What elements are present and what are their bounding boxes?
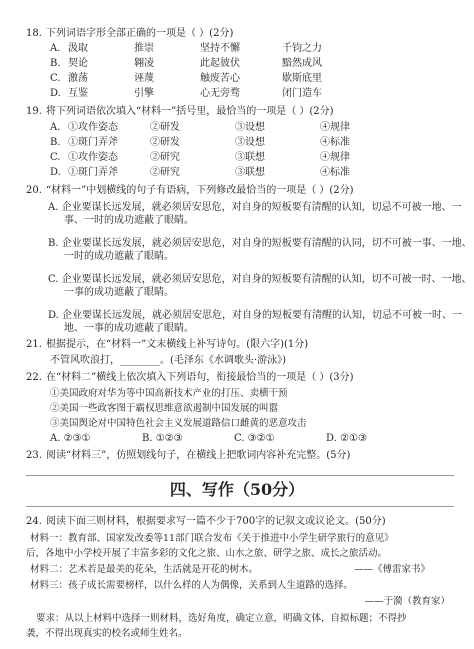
- question-stem: 在“材料二”横线上依次填入下列语句，衔接最恰当的一项是（ ）(3分): [46, 372, 354, 383]
- option-item: A. ②③①: [50, 433, 91, 444]
- question-number: 23.: [26, 450, 42, 461]
- option-label: A.: [50, 122, 61, 133]
- question-20: [26, 184, 456, 197]
- option-item: ④规律: [320, 122, 350, 133]
- option-text: 企业要谋长远发展，就必须居安思危，对自身的短板要有清醒的认知，切不可被一时、一地、一事的成功遮蔽了眼睛。: [61, 274, 472, 298]
- option-label: A.: [48, 202, 59, 213]
- question-19: [26, 105, 456, 118]
- option-label: D.: [50, 167, 61, 178]
- option-label: C.: [50, 152, 61, 163]
- option-label: B.: [48, 238, 59, 249]
- option-item: ②研发: [150, 122, 180, 133]
- option-item: ②研发: [150, 137, 180, 148]
- option-item: ③设想: [235, 137, 265, 148]
- option-item: ③联想: [235, 167, 265, 178]
- option-label: C.: [50, 73, 61, 84]
- option-item: ④标准: [320, 167, 350, 178]
- option-item: ①攻作姿态: [68, 152, 118, 163]
- option-item: 触废苦心: [200, 73, 240, 84]
- option-label: B.: [50, 137, 61, 148]
- option-label: A.: [50, 43, 61, 54]
- question-number: 20.: [26, 185, 42, 196]
- section-divider-bottom: [26, 506, 454, 507]
- question-stem: 下列词语字形全部正确的一项是（ ）(2分): [46, 28, 234, 39]
- question-21: [26, 338, 456, 351]
- option-item: ①攻作姿态: [68, 122, 118, 133]
- option-item: 互鉴: [68, 88, 88, 99]
- option-label: D.: [48, 310, 59, 321]
- fill-line: 不管风吹浪打，________。(毛泽东《水调歌头·游泳》): [50, 355, 286, 366]
- option-item: 契论: [68, 58, 88, 69]
- material-one-line2: 后，各地中小学校开展了丰富多彩的文化之旅、山水之旅、研学之旅、成长之旅活动。: [26, 548, 388, 559]
- question-number: 18.: [26, 28, 42, 39]
- question-stem: “材料一”中划横线的句子有语病，下列修改最恰当的一项是（ ）(2分): [46, 185, 354, 196]
- option-item: 闭门造车: [282, 88, 322, 99]
- option-item: 千钧之力: [282, 43, 322, 54]
- section-title: 四、写作（50分）: [169, 480, 305, 499]
- question-number: 21.: [26, 339, 42, 350]
- option-paragraph: [48, 201, 472, 227]
- option-item: D. ②①③: [326, 433, 367, 444]
- question-22: [26, 371, 456, 384]
- option-item: ①斑门弄斧: [68, 167, 118, 178]
- option-paragraph: [48, 273, 472, 299]
- option-item: ①斑门弄斧: [68, 137, 118, 148]
- material-three-source: ——于漪（教育家）: [364, 596, 450, 607]
- statement-item: ③美国舆论对中国特色社会主义发展道路信口雌黄的恶意攻击: [50, 418, 307, 429]
- material-two-text: 材料二：艺术若是最美的花朵，生活就是开花的树木。: [30, 564, 259, 575]
- option-item: 推崇: [134, 43, 154, 54]
- question-stem: 将下列词语依次填入“材料一”括号里，最恰当的一项是（ ）(2分): [46, 106, 334, 117]
- question-number: 22.: [26, 372, 42, 383]
- material-three: 材料三：孩子成长需要榜样，以什么样的人为偶像，关系到人生道路的选择。: [30, 580, 354, 591]
- option-item: C. ③②①: [234, 433, 275, 444]
- material-two: [30, 563, 450, 576]
- option-item: 汲取: [68, 43, 88, 54]
- option-item: 心无旁骛: [200, 88, 240, 99]
- question-24: [26, 515, 456, 528]
- question-18: [26, 27, 456, 40]
- option-item: ③设想: [235, 122, 265, 133]
- option-label: C.: [48, 274, 59, 285]
- question-stem: 阅读“材料三”，仿照划线句子，在横线上把歌词内容补充完整。(5分): [46, 450, 351, 461]
- option-text: 企业要谋长远发展，就必须居安思危，对自身的短板要有清醒的认知，切忌不可被一时、一地、一事的成功遮蔽了眼睛。: [62, 310, 463, 334]
- option-text: 企业要谋长远发展，就必须居安思危，对自身的短板要有清醒的认同，切不可被一事、一地、一时的成功遮蔽了眼睛。: [61, 238, 472, 262]
- option-item: ④标准: [320, 137, 350, 148]
- option-text: 企业要谋长远发展，就必须居安思危，对自身的短板要有清醒的认知，切忌不可被一地、一事、一时的成功遮蔽了眼睛。: [61, 202, 462, 226]
- option-item: ②研究: [150, 167, 180, 178]
- option-label: B.: [50, 58, 61, 69]
- material-two-source: ——《傅雷家书》: [353, 564, 430, 575]
- option-item: ④规律: [320, 152, 350, 163]
- material-one-line1: 材料一：教育部、国家发改委等11部门联合发布《关于推进中小学生研学旅行的意见》: [30, 533, 394, 544]
- question-stem: 根据提示，在“材料一”文末横线上补写诗句。(限六字)(1分): [46, 339, 309, 350]
- option-item: ③联想: [235, 152, 265, 163]
- question-number: 19.: [26, 106, 42, 117]
- option-paragraph: [48, 309, 472, 335]
- requirement-line2: 袭，不得出现真实的校名或师生姓名。: [26, 628, 188, 639]
- option-item: ②研究: [150, 152, 180, 163]
- option-item: 翱凌: [134, 58, 154, 69]
- option-item: 歇斯底里: [282, 73, 322, 84]
- option-item: 激荡: [68, 73, 88, 84]
- question-stem: 阅读下面三则材料，根据要求写一篇不少于700字的记叙文或议论文。(50分): [46, 516, 386, 527]
- question-number: 24.: [26, 516, 42, 527]
- section-divider-top: [26, 475, 454, 476]
- requirement-line1: 要求：从以上材料中选择一则材料，选好角度，确定立意，明确文体，自拟标题；不得抄: [36, 613, 407, 624]
- option-item: 引擎: [134, 88, 154, 99]
- option-item: 此起彼伏: [200, 58, 240, 69]
- option-item: B. ①②③: [142, 433, 183, 444]
- option-item: 坚持不懈: [200, 43, 240, 54]
- question-23: [26, 449, 456, 462]
- option-item: 诬蔑: [134, 73, 154, 84]
- option-label: D.: [50, 88, 61, 99]
- statement-item: ②美国一些政客图于霸权思维意欲遏制中国发展的叫嚣: [50, 403, 279, 414]
- statement-item: ①美国政府对华为等中国高新技术产业的打压、卖横干预: [50, 388, 288, 399]
- option-item: 黯然成风: [282, 58, 322, 69]
- option-paragraph: [48, 237, 472, 263]
